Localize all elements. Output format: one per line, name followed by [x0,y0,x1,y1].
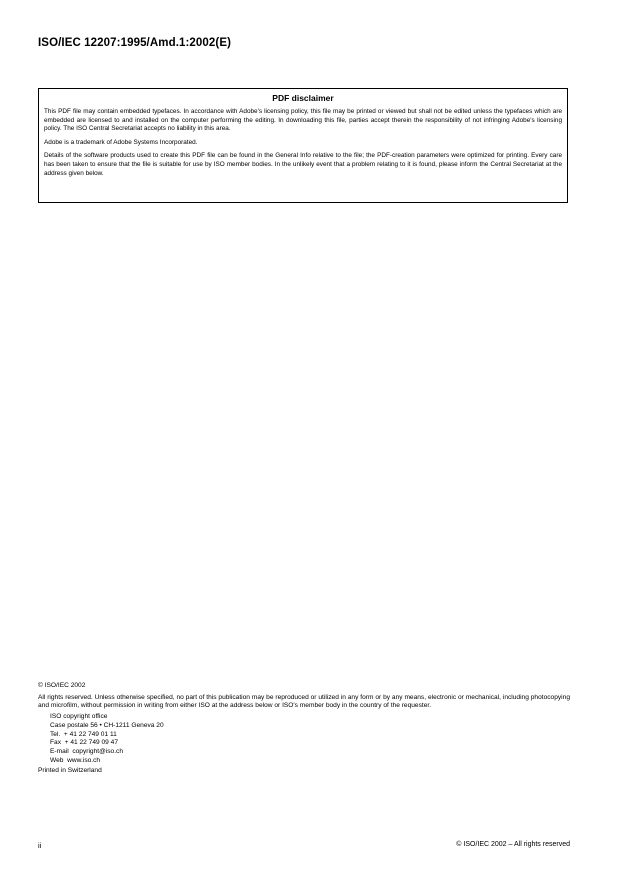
copyright-section [38,682,570,776]
copyright-notice: © ISO/IEC 2002 [38,682,86,689]
footer-rights: © ISO/IEC 2002 – All rights reserved [456,841,570,848]
page-number: ii [38,841,42,850]
address-line-tel: Tel. + 41 22 749 01 11 [50,730,117,738]
disclaimer-paragraph-trademark: Adobe is a trademark of Adobe Systems Incorporated. [44,138,198,146]
pdf-disclaimer-box [38,88,568,203]
disclaimer-title: PDF disclaimer [272,93,334,103]
disclaimer-paragraph-software-details: Details of the software products used to create this PDF file can be found in the General Info relative to the file; the PDF-creation parameters were optimized for printing. Every care has been taken to ensure that the file is suitable for use by ISO member bodies. In the unlikely event that a problem relating to it is found, please inform the Central Secretariat at the address given below. [44,152,562,177]
printed-in-text: Printed in Switzerland [38,767,102,775]
document-id-header: ISO/IEC 12207:1995/Amd.1:2002(E) [38,37,232,49]
address-line-fax: Fax + 41 22 749 09 47 [50,739,119,747]
disclaimer-paragraph-embedded-typefaces: This PDF file may contain embedded typefaces. In accordance with Adobe's licensing policy, this file may be printed or viewed but shall not be edited unless the typefaces which are embedded are licensed to and installed on the computer performing the editing. In downloading this file, parties accept therein the responsibility of not infringing Adobe's licensing policy. The ISO Central Secretariat accepts no liability in this area. [44,108,562,133]
rights-reserved-text: All rights reserved. Unless otherwise specified, no part of this publication may be reproduced or utilized in any form or by any means, electronic or mechanical, including photocopying and microfilm, without permission in writing from either ISO at the address below or ISO's member body in the country of the requester. [38,693,570,710]
copyright-office-address [38,713,570,765]
address-line-office: ISO copyright office [50,713,108,721]
address-line-postal: Case postale 56 • CH-1211 Geneva 20 [50,721,164,729]
address-line-email: E-mail copyright@iso.ch [50,747,124,755]
address-line-web: Web www.iso.ch [50,756,101,764]
